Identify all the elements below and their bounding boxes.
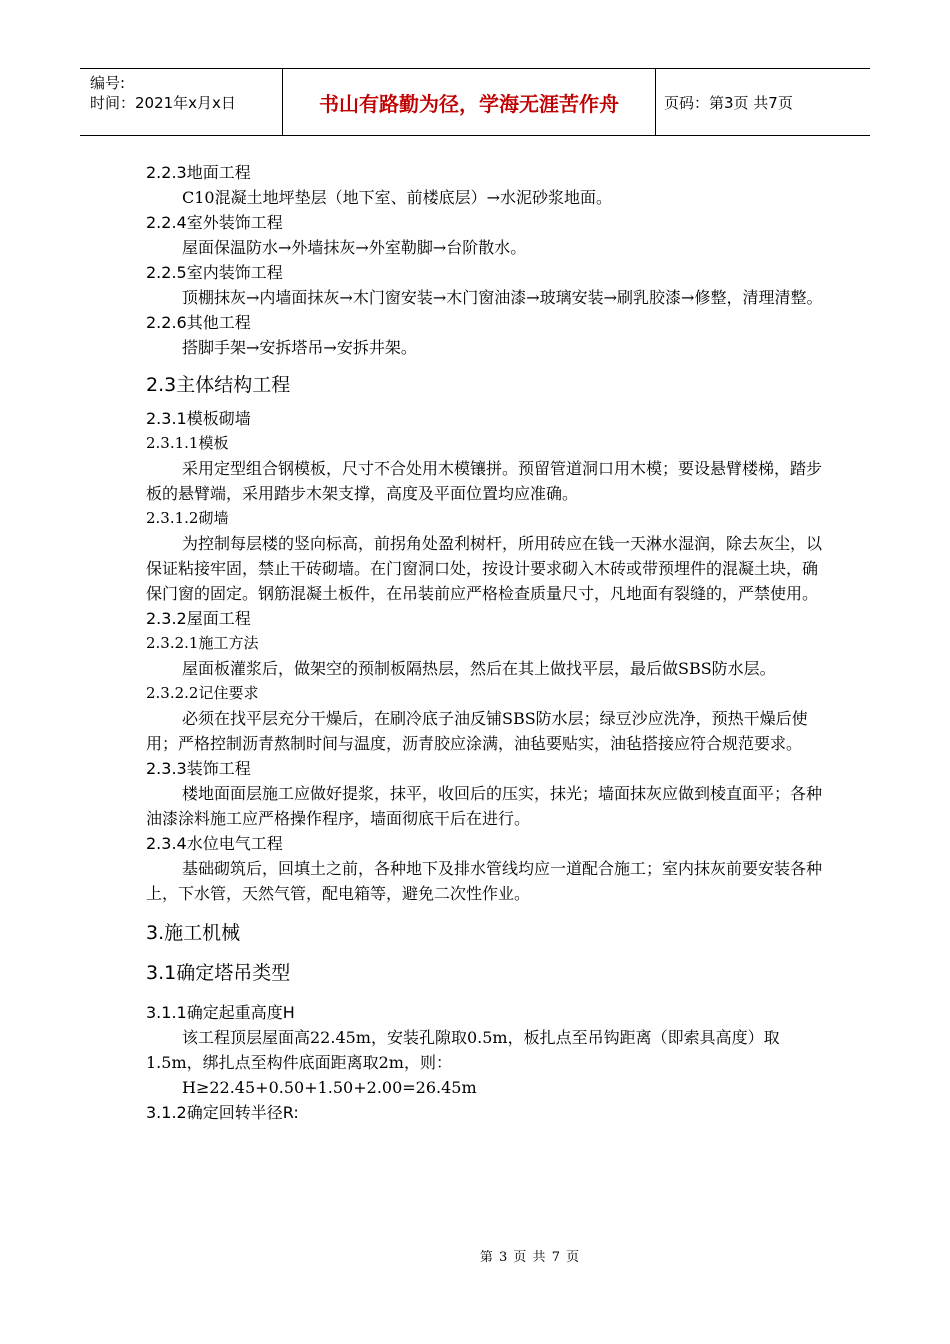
header-number-label: 编号:	[90, 74, 126, 92]
page-footer: 第 3 页 共 7 页	[479, 1250, 581, 1265]
paragraph: H≥22.45+0.50+1.50+2.00=26.45m	[182, 1078, 477, 1097]
section-heading: 3.1.2确定回转半径R:	[146, 1103, 299, 1122]
header-meta	[80, 69, 283, 135]
document-body	[146, 160, 826, 1125]
section-heading: 3.1确定塔吊类型	[146, 962, 291, 984]
paragraph: 屋面保温防水→外墙抹灰→外室勒脚→台阶散水。	[182, 238, 527, 257]
section-heading: 2.3.1模板砌墙	[146, 409, 251, 428]
paragraph: 屋面板灌浆后，做架空的预制板隔热层，然后在其上做找平层，最后做SBS防水层。	[182, 659, 776, 678]
section-heading: 2.3主体结构工程	[146, 374, 291, 396]
section-heading: 2.2.4室外装饰工程	[146, 213, 283, 232]
section-heading: 2.3.1.1模板	[146, 434, 229, 452]
paragraph: 搭脚手架→安拆塔吊→安拆井架。	[182, 338, 417, 357]
section-heading: 2.3.4水位电气工程	[146, 834, 283, 853]
section-heading: 2.2.3地面工程	[146, 163, 251, 182]
header-time-label: 时间：2021年x月x日	[90, 94, 236, 112]
paragraph: 该工程顶层屋面高22.45m，安装孔隙取0.5m，板扎点至吊钩距离（即索具高度）取1.5m，绑扎点至构件底面距离取2m，则：	[146, 1028, 780, 1072]
section-heading: 3.1.1确定起重高度H	[146, 1003, 295, 1022]
section-heading: 2.3.1.2砌墙	[146, 509, 229, 527]
section-heading: 2.2.5室内装饰工程	[146, 263, 283, 282]
section-heading: 2.3.2屋面工程	[146, 609, 251, 628]
section-heading: 2.2.6其他工程	[146, 313, 251, 332]
paragraph: 基础砌筑后，回填土之前，各种地下及排水管线均应一道配合施工；室内抹灰前要安装各种上，下水管，天然气管，配电箱等，避免二次性作业。	[146, 859, 823, 903]
page-header	[80, 68, 870, 136]
section-heading: 2.3.3装饰工程	[146, 759, 251, 778]
section-heading: 2.3.2.1施工方法	[146, 634, 259, 652]
paragraph: 采用定型组合钢模板，尺寸不合处用木模镶拼。预留管道洞口用木模；要设悬臂楼梯，踏步板的悬臂端，采用踏步木架支撑，高度及平面位置均应准确。	[146, 459, 823, 503]
paragraph: 必须在找平层充分干燥后，在刷冷底子油反铺SBS防水层；绿豆沙应洗净，预热干燥后使用；严格控制沥青熬制时间与温度，沥青胶应涂满，油毡要贴实，油毡搭接应符合规范要求。	[146, 709, 808, 753]
paragraph: C10混凝土地坪垫层（地下室、前楼底层）→水泥砂浆地面。	[182, 188, 613, 207]
section-heading: 2.3.2.2记住要求	[146, 684, 259, 702]
header-page-info: 页码：第3页 共7页	[664, 93, 793, 112]
paragraph: 为控制每层楼的竖向标高，前拐角处盈利树杆，所用砖应在钱一天淋水湿润，除去灰尘，以保证粘接牢固，禁止干砖砌墙。在门窗洞口处，按设计要求砌入木砖或带预埋件的混凝土块，确保门窗的固定。钢筋混凝土板件，在吊装前应严格检查质量尺寸，凡地面有裂缝的，严禁使用。	[146, 534, 823, 603]
section-heading: 3.施工机械	[146, 922, 241, 944]
paragraph: 顶棚抹灰→内墙面抹灰→木门窗安装→木门窗油漆→玻璃安装→刷乳胶漆→修整，清理清整。	[182, 288, 823, 307]
paragraph: 楼地面面层施工应做好提浆，抹平，收回后的压实，抹光；墙面抹灰应做到棱直面平；各种油漆涂料施工应严格操作程序，墙面彻底干后在进行。	[146, 784, 823, 828]
header-motto: 书山有路勤为径，学海无涯苦作舟	[283, 69, 656, 135]
